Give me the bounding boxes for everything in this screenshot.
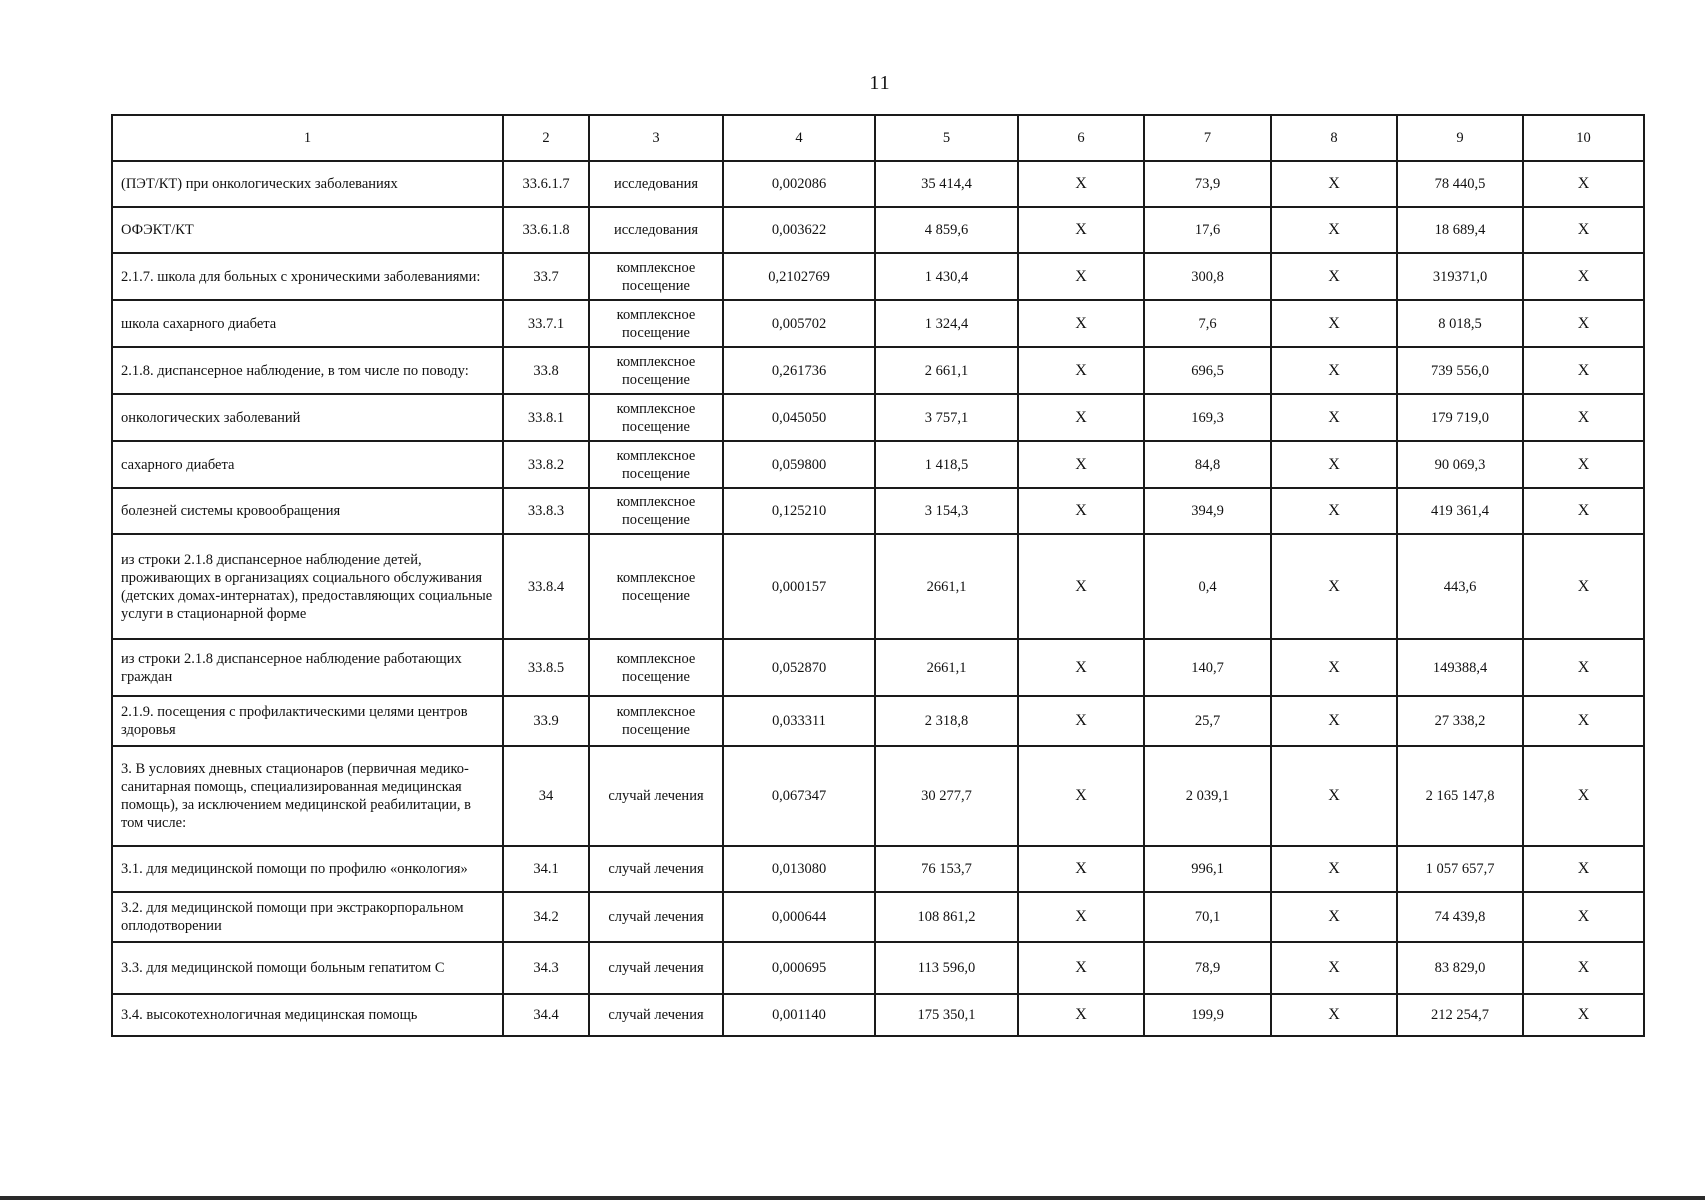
table-row — [112, 394, 1644, 441]
table-cell-col-6: Х — [1018, 696, 1144, 746]
table-cell-col-10: Х — [1523, 846, 1644, 892]
table-cell-col-1: 2.1.9. посещения с профилактическими целями центров здоровья — [112, 696, 503, 746]
table-cell-col-5: 2 318,8 — [875, 696, 1018, 746]
table-cell-col-2: 33.9 — [503, 696, 589, 746]
column-header-9: 9 — [1397, 115, 1523, 161]
table-cell-col-2: 34 — [503, 746, 589, 846]
table-cell-col-8: Х — [1271, 994, 1397, 1036]
table-cell-col-7: 78,9 — [1144, 942, 1271, 994]
table-cell-col-4: 0,000157 — [723, 534, 875, 639]
table-cell-col-5: 2661,1 — [875, 534, 1018, 639]
table-cell-col-1: (ПЭТ/КТ) при онкологических заболеваниях — [112, 161, 503, 207]
table-cell-col-5: 35 414,4 — [875, 161, 1018, 207]
table-cell-col-8: Х — [1271, 394, 1397, 441]
table-cell-col-8: Х — [1271, 300, 1397, 347]
table-cell-col-1: школа сахарного диабета — [112, 300, 503, 347]
column-header-7: 7 — [1144, 115, 1271, 161]
table-cell-col-2: 34.1 — [503, 846, 589, 892]
table-row — [112, 639, 1644, 696]
table-cell-col-4: 0,001140 — [723, 994, 875, 1036]
table-cell-col-5: 3 757,1 — [875, 394, 1018, 441]
table-cell-col-1: 3.4. высокотехнологичная медицинская помощь — [112, 994, 503, 1036]
table-cell-col-10: Х — [1523, 253, 1644, 300]
table-cell-col-9: 212 254,7 — [1397, 994, 1523, 1036]
table-cell-col-7: 2 039,1 — [1144, 746, 1271, 846]
table-row — [112, 846, 1644, 892]
table-cell-col-4: 0,2102769 — [723, 253, 875, 300]
table-cell-col-7: 17,6 — [1144, 207, 1271, 253]
table-cell-col-5: 1 324,4 — [875, 300, 1018, 347]
table-cell-col-6: Х — [1018, 488, 1144, 534]
table-cell-col-5: 30 277,7 — [875, 746, 1018, 846]
table-cell-col-10: Х — [1523, 534, 1644, 639]
table-cell-col-7: 696,5 — [1144, 347, 1271, 394]
table-cell-col-8: Х — [1271, 347, 1397, 394]
table-cell-col-4: 0,125210 — [723, 488, 875, 534]
table-cell-col-2: 33.6.1.8 — [503, 207, 589, 253]
table-cell-col-8: Х — [1271, 534, 1397, 639]
column-header-6: 6 — [1018, 115, 1144, 161]
table-cell-col-9: 2 165 147,8 — [1397, 746, 1523, 846]
table-cell-col-6: Х — [1018, 300, 1144, 347]
column-header-1: 1 — [112, 115, 503, 161]
table-cell-col-3: комплексное посещение — [589, 696, 723, 746]
table-cell-col-1: 3.1. для медицинской помощи по профилю «онкология» — [112, 846, 503, 892]
table-cell-col-10: Х — [1523, 892, 1644, 942]
table-row — [112, 534, 1644, 639]
table-cell-col-7: 169,3 — [1144, 394, 1271, 441]
table-cell-col-10: Х — [1523, 639, 1644, 696]
data-table — [111, 114, 1645, 1037]
table-cell-col-2: 33.7 — [503, 253, 589, 300]
table-cell-col-8: Х — [1271, 207, 1397, 253]
table-row — [112, 942, 1644, 994]
table-cell-col-10: Х — [1523, 746, 1644, 846]
table-cell-col-2: 34.2 — [503, 892, 589, 942]
table-cell-col-10: Х — [1523, 488, 1644, 534]
table-cell-col-4: 0,052870 — [723, 639, 875, 696]
table-cell-col-4: 0,013080 — [723, 846, 875, 892]
table-cell-col-3: случай лечения — [589, 892, 723, 942]
table-cell-col-5: 2661,1 — [875, 639, 1018, 696]
column-header-8: 8 — [1271, 115, 1397, 161]
table-cell-col-3: комплексное посещение — [589, 639, 723, 696]
table-cell-col-3: комплексное посещение — [589, 253, 723, 300]
table-cell-col-1: онкологических заболеваний — [112, 394, 503, 441]
table-cell-col-6: Х — [1018, 347, 1144, 394]
table-cell-col-3: комплексное посещение — [589, 300, 723, 347]
table-row — [112, 696, 1644, 746]
table-cell-col-8: Х — [1271, 488, 1397, 534]
table-cell-col-1: 3. В условиях дневных стационаров (первичная медико-санитарная помощь, специализированная медицинская помощь), за исключением медицинской реабилитации, в том числе: — [112, 746, 503, 846]
table-cell-col-9: 319371,0 — [1397, 253, 1523, 300]
table-cell-col-8: Х — [1271, 696, 1397, 746]
table-cell-col-4: 0,005702 — [723, 300, 875, 347]
table-cell-col-1: из строки 2.1.8 диспансерное наблюдение работающих граждан — [112, 639, 503, 696]
table-cell-col-6: Х — [1018, 994, 1144, 1036]
table-cell-col-4: 0,067347 — [723, 746, 875, 846]
table-cell-col-5: 3 154,3 — [875, 488, 1018, 534]
table-cell-col-7: 25,7 — [1144, 696, 1271, 746]
table-cell-col-9: 443,6 — [1397, 534, 1523, 639]
table-cell-col-9: 78 440,5 — [1397, 161, 1523, 207]
table-cell-col-5: 113 596,0 — [875, 942, 1018, 994]
table-cell-col-8: Х — [1271, 846, 1397, 892]
table-cell-col-9: 8 018,5 — [1397, 300, 1523, 347]
table-cell-col-10: Х — [1523, 994, 1644, 1036]
table-cell-col-7: 996,1 — [1144, 846, 1271, 892]
table-cell-col-9: 83 829,0 — [1397, 942, 1523, 994]
table-cell-col-8: Х — [1271, 161, 1397, 207]
table-cell-col-5: 76 153,7 — [875, 846, 1018, 892]
table-cell-col-10: Х — [1523, 942, 1644, 994]
table-row — [112, 488, 1644, 534]
table-cell-col-10: Х — [1523, 207, 1644, 253]
table-cell-col-1: из строки 2.1.8 диспансерное наблюдение детей, проживающих в организациях социального обслуживания (детских домах-интернатах), предоставляющих социальные услуги в стационарной форме — [112, 534, 503, 639]
table-cell-col-5: 175 350,1 — [875, 994, 1018, 1036]
table-cell-col-3: исследования — [589, 207, 723, 253]
table-cell-col-8: Х — [1271, 639, 1397, 696]
table-row — [112, 441, 1644, 488]
table-cell-col-4: 0,261736 — [723, 347, 875, 394]
table-cell-col-7: 70,1 — [1144, 892, 1271, 942]
table-cell-col-6: Х — [1018, 441, 1144, 488]
table-cell-col-9: 419 361,4 — [1397, 488, 1523, 534]
table-cell-col-2: 33.8.4 — [503, 534, 589, 639]
table-cell-col-6: Х — [1018, 942, 1144, 994]
table-cell-col-5: 1 430,4 — [875, 253, 1018, 300]
table-cell-col-3: комплексное посещение — [589, 441, 723, 488]
table-cell-col-3: случай лечения — [589, 994, 723, 1036]
table-cell-col-2: 33.8 — [503, 347, 589, 394]
column-header-4: 4 — [723, 115, 875, 161]
table-cell-col-9: 149388,4 — [1397, 639, 1523, 696]
table-cell-col-7: 73,9 — [1144, 161, 1271, 207]
table-cell-col-9: 18 689,4 — [1397, 207, 1523, 253]
table-cell-col-4: 0,003622 — [723, 207, 875, 253]
table-cell-col-8: Х — [1271, 892, 1397, 942]
table-cell-col-5: 4 859,6 — [875, 207, 1018, 253]
table-row — [112, 347, 1644, 394]
table-cell-col-3: случай лечения — [589, 846, 723, 892]
table-cell-col-6: Х — [1018, 746, 1144, 846]
table-cell-col-8: Х — [1271, 746, 1397, 846]
table-cell-col-1: 2.1.7. школа для больных с хроническими заболеваниями: — [112, 253, 503, 300]
table-cell-col-9: 90 069,3 — [1397, 441, 1523, 488]
table-cell-col-4: 0,000644 — [723, 892, 875, 942]
table-cell-col-6: Х — [1018, 639, 1144, 696]
table-cell-col-1: 3.2. для медицинской помощи при экстракорпоральном оплодотворении — [112, 892, 503, 942]
table-cell-col-7: 7,6 — [1144, 300, 1271, 347]
table-row — [112, 892, 1644, 942]
table-cell-col-6: Х — [1018, 253, 1144, 300]
table-row — [112, 300, 1644, 347]
table-cell-col-6: Х — [1018, 394, 1144, 441]
table-row — [112, 253, 1644, 300]
table-cell-col-2: 34.4 — [503, 994, 589, 1036]
table-cell-col-10: Х — [1523, 696, 1644, 746]
column-header-2: 2 — [503, 115, 589, 161]
table-cell-col-4: 0,033311 — [723, 696, 875, 746]
table-cell-col-7: 300,8 — [1144, 253, 1271, 300]
table-cell-col-1: болезней системы кровообращения — [112, 488, 503, 534]
table-cell-col-2: 34.3 — [503, 942, 589, 994]
table-cell-col-3: комплексное посещение — [589, 534, 723, 639]
table-cell-col-1: ОФЭКТ/КТ — [112, 207, 503, 253]
table-cell-col-3: комплексное посещение — [589, 488, 723, 534]
table-cell-col-9: 739 556,0 — [1397, 347, 1523, 394]
column-header-3: 3 — [589, 115, 723, 161]
table-cell-col-10: Х — [1523, 161, 1644, 207]
table-cell-col-7: 394,9 — [1144, 488, 1271, 534]
table-cell-col-10: Х — [1523, 394, 1644, 441]
table-cell-col-6: Х — [1018, 892, 1144, 942]
table-cell-col-1: 2.1.8. диспансерное наблюдение, в том числе по поводу: — [112, 347, 503, 394]
table-cell-col-8: Х — [1271, 253, 1397, 300]
table-cell-col-7: 0,4 — [1144, 534, 1271, 639]
table-cell-col-7: 199,9 — [1144, 994, 1271, 1036]
table-header-row — [112, 115, 1644, 161]
table-cell-col-3: случай лечения — [589, 746, 723, 846]
table-row — [112, 994, 1644, 1036]
table-cell-col-4: 0,002086 — [723, 161, 875, 207]
table-cell-col-4: 0,045050 — [723, 394, 875, 441]
column-header-5: 5 — [875, 115, 1018, 161]
table-cell-col-9: 27 338,2 — [1397, 696, 1523, 746]
table-cell-col-6: Х — [1018, 161, 1144, 207]
table-cell-col-4: 0,059800 — [723, 441, 875, 488]
table-cell-col-9: 1 057 657,7 — [1397, 846, 1523, 892]
table-cell-col-4: 0,000695 — [723, 942, 875, 994]
table-cell-col-5: 1 418,5 — [875, 441, 1018, 488]
table-cell-col-10: Х — [1523, 347, 1644, 394]
table-cell-col-10: Х — [1523, 441, 1644, 488]
table-row — [112, 746, 1644, 846]
table-cell-col-8: Х — [1271, 942, 1397, 994]
table-cell-col-3: комплексное посещение — [589, 394, 723, 441]
table-cell-col-6: Х — [1018, 534, 1144, 639]
table-cell-col-7: 84,8 — [1144, 441, 1271, 488]
page-number: 11 — [869, 72, 891, 94]
column-header-10: 10 — [1523, 115, 1644, 161]
table-cell-col-2: 33.8.3 — [503, 488, 589, 534]
table-cell-col-2: 33.6.1.7 — [503, 161, 589, 207]
table-cell-col-10: Х — [1523, 300, 1644, 347]
table-cell-col-7: 140,7 — [1144, 639, 1271, 696]
table-cell-col-1: 3.3. для медицинской помощи больным гепатитом С — [112, 942, 503, 994]
table-cell-col-8: Х — [1271, 441, 1397, 488]
table-cell-col-5: 108 861,2 — [875, 892, 1018, 942]
page-bottom-edge — [0, 1196, 1705, 1200]
table-cell-col-2: 33.8.1 — [503, 394, 589, 441]
table-row — [112, 161, 1644, 207]
table-cell-col-1: сахарного диабета — [112, 441, 503, 488]
table-cell-col-9: 179 719,0 — [1397, 394, 1523, 441]
table-cell-col-3: случай лечения — [589, 942, 723, 994]
table-cell-col-6: Х — [1018, 846, 1144, 892]
table-cell-col-5: 2 661,1 — [875, 347, 1018, 394]
table-cell-col-3: комплексное посещение — [589, 347, 723, 394]
table-cell-col-6: Х — [1018, 207, 1144, 253]
table-cell-col-2: 33.8.5 — [503, 639, 589, 696]
table-cell-col-3: исследования — [589, 161, 723, 207]
table-cell-col-9: 74 439,8 — [1397, 892, 1523, 942]
table-row — [112, 207, 1644, 253]
table-cell-col-2: 33.8.2 — [503, 441, 589, 488]
table-cell-col-2: 33.7.1 — [503, 300, 589, 347]
